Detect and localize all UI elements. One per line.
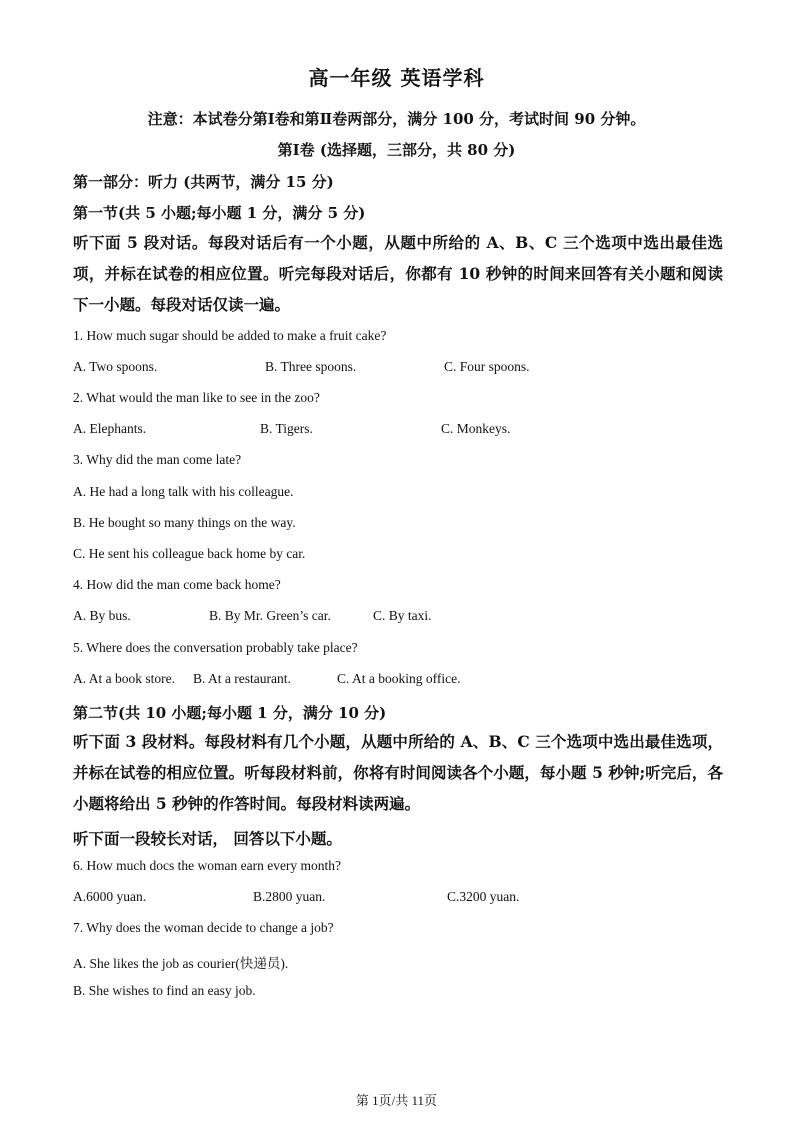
page-footer: 第 1页/共 11页 [355,1093,438,1108]
q3-option-b: B. He bought so many things on the way. [73,515,296,530]
q2-option-b: B. Tigers. [260,421,313,436]
question-1: 1. How much sugar should be added to make a fruit cake? [73,328,387,343]
section-one-instruction: 听下面 5 段对话。每段对话后有一个小题，从题中所给的 A、B、C 三个选项中选出最佳选项，并标在试卷的相应位置。听完每段对话后，你都有 10 秒钟的时间来回答有关小题和阅读下一小题。每段对话仅读一遍。 [73,233,723,314]
question-3: 3. Why did the man come late? [73,452,242,467]
q7-option-b: B. She wishes to find an easy job. [73,983,256,998]
volume-heading: 第Ⅰ卷 (选择题，三部分，共 80 分) [277,141,516,159]
q5-option-a: A. At a book store. [73,671,175,686]
question-6: 6. How much docs the woman earn every month? [73,858,342,873]
section-two-heading: 第二节(共 10 小题;每小题 1 分，满分 10 分) [73,704,387,722]
q5-option-b: B. At a restaurant. [193,671,291,686]
page-title: 高一年级 英语学科 [308,66,485,90]
q3-option-a: A. He had a long talk with his colleague. [73,484,294,499]
question-5: 5. Where does the conversation probably take place? [73,640,358,655]
exam-notice: 注意：本试卷分第Ⅰ卷和第Ⅱ卷两部分，满分 100 分，考试时间 90 分钟。 [147,110,646,128]
section-one-heading: 第一节(共 5 小题;每小题 1 分，满分 5 分) [73,204,366,222]
q1-option-c: C. Four spoons. [444,359,530,374]
q4-option-a: A. By bus. [73,608,131,623]
question-2: 2. What would the man like to see in the zoo? [73,390,320,405]
q2-option-a: A. Elephants. [73,421,147,436]
q6-option-a: A.6000 yuan. [73,889,147,904]
q4-option-c: C. By taxi. [373,608,432,623]
q6-option-c: C.3200 yuan. [447,889,520,904]
q4-option-b: B. By Mr. Green’s car. [209,608,331,623]
question-4: 4. How did the man come back home? [73,577,281,592]
section-two-instruction: 听下面 3 段材料。每段材料有几个小题，从题中所给的 A、B、C 三个选项中选出最佳选项，并标在试卷的相应位置。听每段材料前，你将有时间阅读各个小题，每小题 5 秒钟;听完后，各小题将给出 5 秒钟的作答时间。每段材料读两遍。 [73,732,723,813]
part-one-heading: 第一部分：听力 (共两节，满分 15 分) [73,173,334,191]
q6-option-b: B.2800 yuan. [253,889,326,904]
question-7: 7. Why does the woman decide to change a job? [73,920,334,935]
section-two-sub-instruction: 听下面一段较长对话， 回答以下小题。 [73,829,342,848]
q7-option-a: A. She likes the job as courier(快递员). [73,956,289,971]
q1-option-a: A. Two spoons. [73,359,158,374]
q5-option-c: C. At a booking office. [337,671,461,686]
q1-option-b: B. Three spoons. [265,359,357,374]
q3-option-c: C. He sent his colleague back home by car. [73,546,306,561]
q2-option-c: C. Monkeys. [441,421,511,436]
